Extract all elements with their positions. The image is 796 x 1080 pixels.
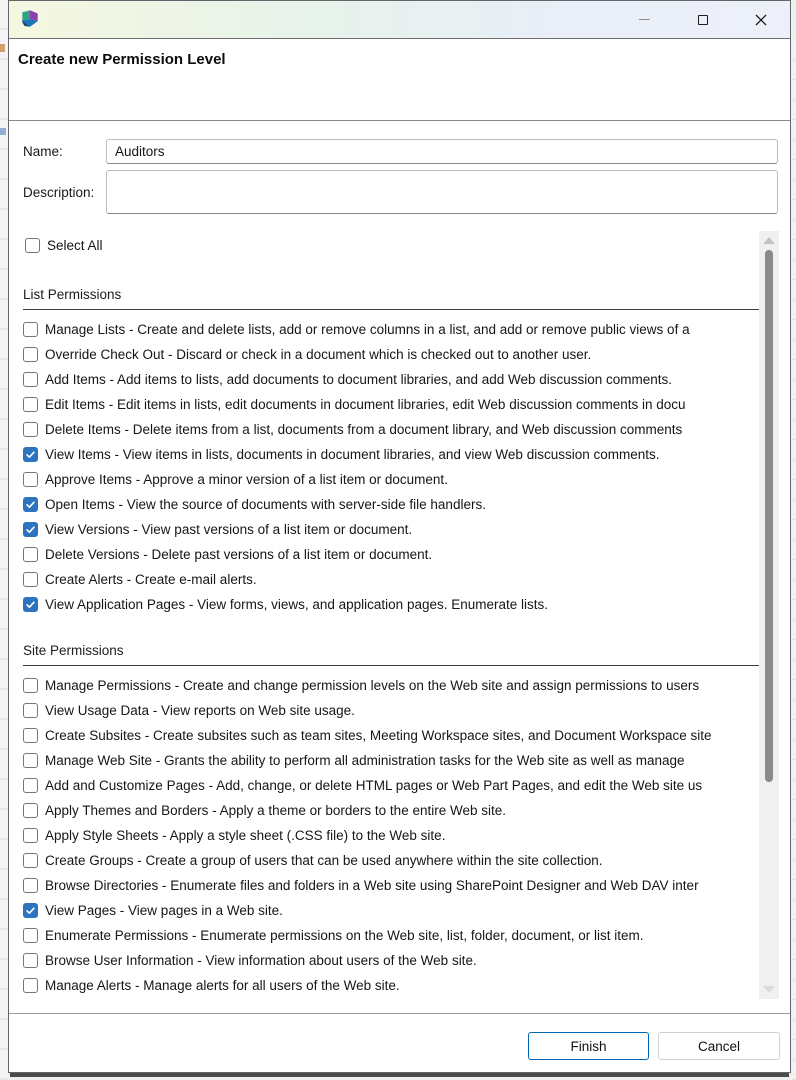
scrollbar-down-icon[interactable] (763, 986, 775, 993)
permission-checkbox[interactable] (23, 447, 38, 462)
permission-label: Add and Customize Pages - Add, change, or delete HTML pages or Web Part Pages, and edit the Web site us (45, 778, 703, 793)
permission-row[interactable] (9, 542, 759, 567)
permission-row[interactable] (9, 567, 759, 592)
checkmark-icon (25, 905, 36, 916)
permission-row[interactable] (9, 873, 759, 898)
permission-row[interactable] (9, 773, 759, 798)
permission-checkbox[interactable] (23, 347, 38, 362)
permission-row[interactable] (9, 973, 759, 998)
permission-row[interactable] (9, 442, 759, 467)
permission-label: View Usage Data - View reports on Web site usage. (45, 703, 355, 718)
permission-row[interactable] (9, 673, 759, 698)
permission-checkbox[interactable] (23, 522, 38, 537)
checkmark-icon (25, 449, 36, 460)
permission-label: Open Items - View the source of documents with server-side file handlers. (45, 497, 486, 512)
minimize-button[interactable] (626, 1, 662, 38)
dialog-shadow (10, 1073, 789, 1077)
background-artifact (0, 44, 5, 52)
section-divider (23, 665, 759, 666)
close-icon (755, 14, 767, 26)
dialog-title: Create new Permission Level (18, 51, 226, 68)
permission-row[interactable] (9, 723, 759, 748)
permission-row[interactable] (9, 848, 759, 873)
create-permission-level-dialog (8, 0, 791, 1073)
permission-label: View Pages - View pages in a Web site. (45, 903, 283, 918)
permission-checkbox[interactable] (23, 778, 38, 793)
background-app-strip-right (792, 40, 796, 1080)
permissions-sections (9, 287, 759, 998)
permission-row[interactable] (9, 342, 759, 367)
minimize-icon (639, 19, 650, 20)
permission-label: Manage Lists - Create and delete lists, add or remove columns in a list, and add or remove public views of a (45, 322, 690, 337)
permission-row[interactable] (9, 698, 759, 723)
scrollbar-up-icon[interactable] (763, 237, 775, 244)
permission-checkbox[interactable] (23, 828, 38, 843)
scrollbar-thumb[interactable] (765, 250, 773, 782)
permission-checkbox[interactable] (23, 853, 38, 868)
titlebar[interactable] (9, 1, 790, 39)
permission-label: Enumerate Permissions - Enumerate permissions on the Web site, list, folder, document, or list item. (45, 928, 644, 943)
permission-row[interactable] (9, 898, 759, 923)
permission-row[interactable] (9, 417, 759, 442)
permission-checkbox[interactable] (23, 397, 38, 412)
checkmark-icon (25, 499, 36, 510)
permission-label: Add Items - Add items to lists, add documents to document libraries, and add Web discussion comments. (45, 372, 673, 387)
permission-checkbox[interactable] (23, 572, 38, 587)
permission-checkbox[interactable] (23, 728, 38, 743)
permission-row[interactable] (9, 517, 759, 542)
permission-row[interactable] (9, 592, 759, 617)
background-artifact (0, 128, 6, 135)
footer-divider (9, 1013, 790, 1014)
permission-label: Browse User Information - View information about users of the Web site. (45, 953, 477, 968)
permission-label: Manage Permissions - Create and change permission levels on the Web site and assign permissions to users (45, 678, 700, 693)
maximize-button[interactable] (685, 1, 721, 38)
permission-row[interactable] (9, 317, 759, 342)
vertical-scrollbar[interactable] (759, 231, 779, 999)
permission-checkbox[interactable] (23, 422, 38, 437)
description-label: Description: (23, 185, 95, 200)
permission-checkbox[interactable] (23, 978, 38, 993)
permission-label: Create Alerts - Create e-mail alerts. (45, 572, 257, 587)
cancel-button[interactable]: Cancel (658, 1032, 780, 1060)
permission-checkbox[interactable] (23, 322, 38, 337)
permission-label: Browse Directories - Enumerate files and folders in a Web site using SharePoint Designer and Web DAV inter (45, 878, 699, 893)
permission-checkbox[interactable] (23, 703, 38, 718)
checkmark-icon (25, 599, 36, 610)
permission-checkbox[interactable] (23, 903, 38, 918)
permission-label: Override Check Out - Discard or check in a document which is checked out to another user. (45, 347, 592, 362)
permission-row[interactable] (9, 823, 759, 848)
permission-checkbox[interactable] (23, 753, 38, 768)
permission-row[interactable] (9, 367, 759, 392)
permission-checkbox[interactable] (23, 928, 38, 943)
permission-label: Create Subsites - Create subsites such as team sites, Meeting Workspace sites, and Document Workspace site (45, 728, 712, 743)
permission-label: View Versions - View past versions of a list item or document. (45, 522, 413, 537)
permission-row[interactable] (9, 923, 759, 948)
permission-label: Approve Items - Approve a minor version of a list item or document. (45, 472, 448, 487)
permission-row[interactable] (9, 492, 759, 517)
close-button[interactable] (743, 1, 779, 38)
select-all-checkbox[interactable] (25, 238, 40, 253)
permission-checkbox[interactable] (23, 953, 38, 968)
section-title: Site Permissions (23, 643, 124, 658)
background-app-strip-left (0, 0, 8, 1080)
section-title: List Permissions (23, 287, 122, 302)
permission-label: Create Groups - Create a group of users that can be used anywhere within the site collection. (45, 853, 603, 868)
checkmark-icon (25, 524, 36, 535)
finish-button[interactable]: Finish (528, 1032, 649, 1060)
permission-label: View Application Pages - View forms, views, and application pages. Enumerate lists. (45, 597, 549, 612)
permission-label: Delete Items - Delete items from a list, documents from a document library, and Web discussion comments (45, 422, 683, 437)
select-all-label: Select All (47, 237, 103, 253)
permission-label: Manage Alerts - Manage alerts for all users of the Web site. (45, 978, 400, 993)
section-divider (23, 309, 759, 310)
permission-checkbox[interactable] (23, 472, 38, 487)
permission-label: Edit Items - Edit items in lists, edit documents in document libraries, edit Web discussion comments in docu (45, 397, 686, 412)
permission-checkbox[interactable] (23, 678, 38, 693)
description-input[interactable] (106, 170, 778, 214)
permission-label: Manage Web Site - Grants the ability to perform all administration tasks for the Web site as well as manage (45, 753, 685, 768)
permission-row[interactable] (9, 467, 759, 492)
permission-row[interactable] (9, 948, 759, 973)
permission-label: Delete Versions - Delete past versions of a list item or document. (45, 547, 433, 562)
app-icon (19, 8, 41, 30)
permission-row[interactable] (9, 748, 759, 773)
permission-checkbox[interactable] (23, 547, 38, 562)
permission-checkbox[interactable] (23, 597, 38, 612)
permission-label: Apply Themes and Borders - Apply a theme or borders to the entire Web site. (45, 803, 506, 818)
select-all-row[interactable] (25, 237, 759, 253)
permission-row[interactable] (9, 392, 759, 417)
permission-label: View Items - View items in lists, documents in document libraries, and view Web discussion comments. (45, 447, 660, 462)
permission-row[interactable] (9, 798, 759, 823)
permission-label: Apply Style Sheets - Apply a style sheet (.CSS file) to the Web site. (45, 828, 446, 843)
permission-checkbox[interactable] (23, 878, 38, 893)
header-divider (9, 120, 790, 121)
maximize-icon (698, 15, 708, 25)
permission-checkbox[interactable] (23, 497, 38, 512)
name-input[interactable] (106, 139, 778, 164)
permission-checkbox[interactable] (23, 803, 38, 818)
permission-checkbox[interactable] (23, 372, 38, 387)
permissions-scroll-area[interactable] (9, 228, 759, 1014)
name-label: Name: (23, 144, 63, 159)
